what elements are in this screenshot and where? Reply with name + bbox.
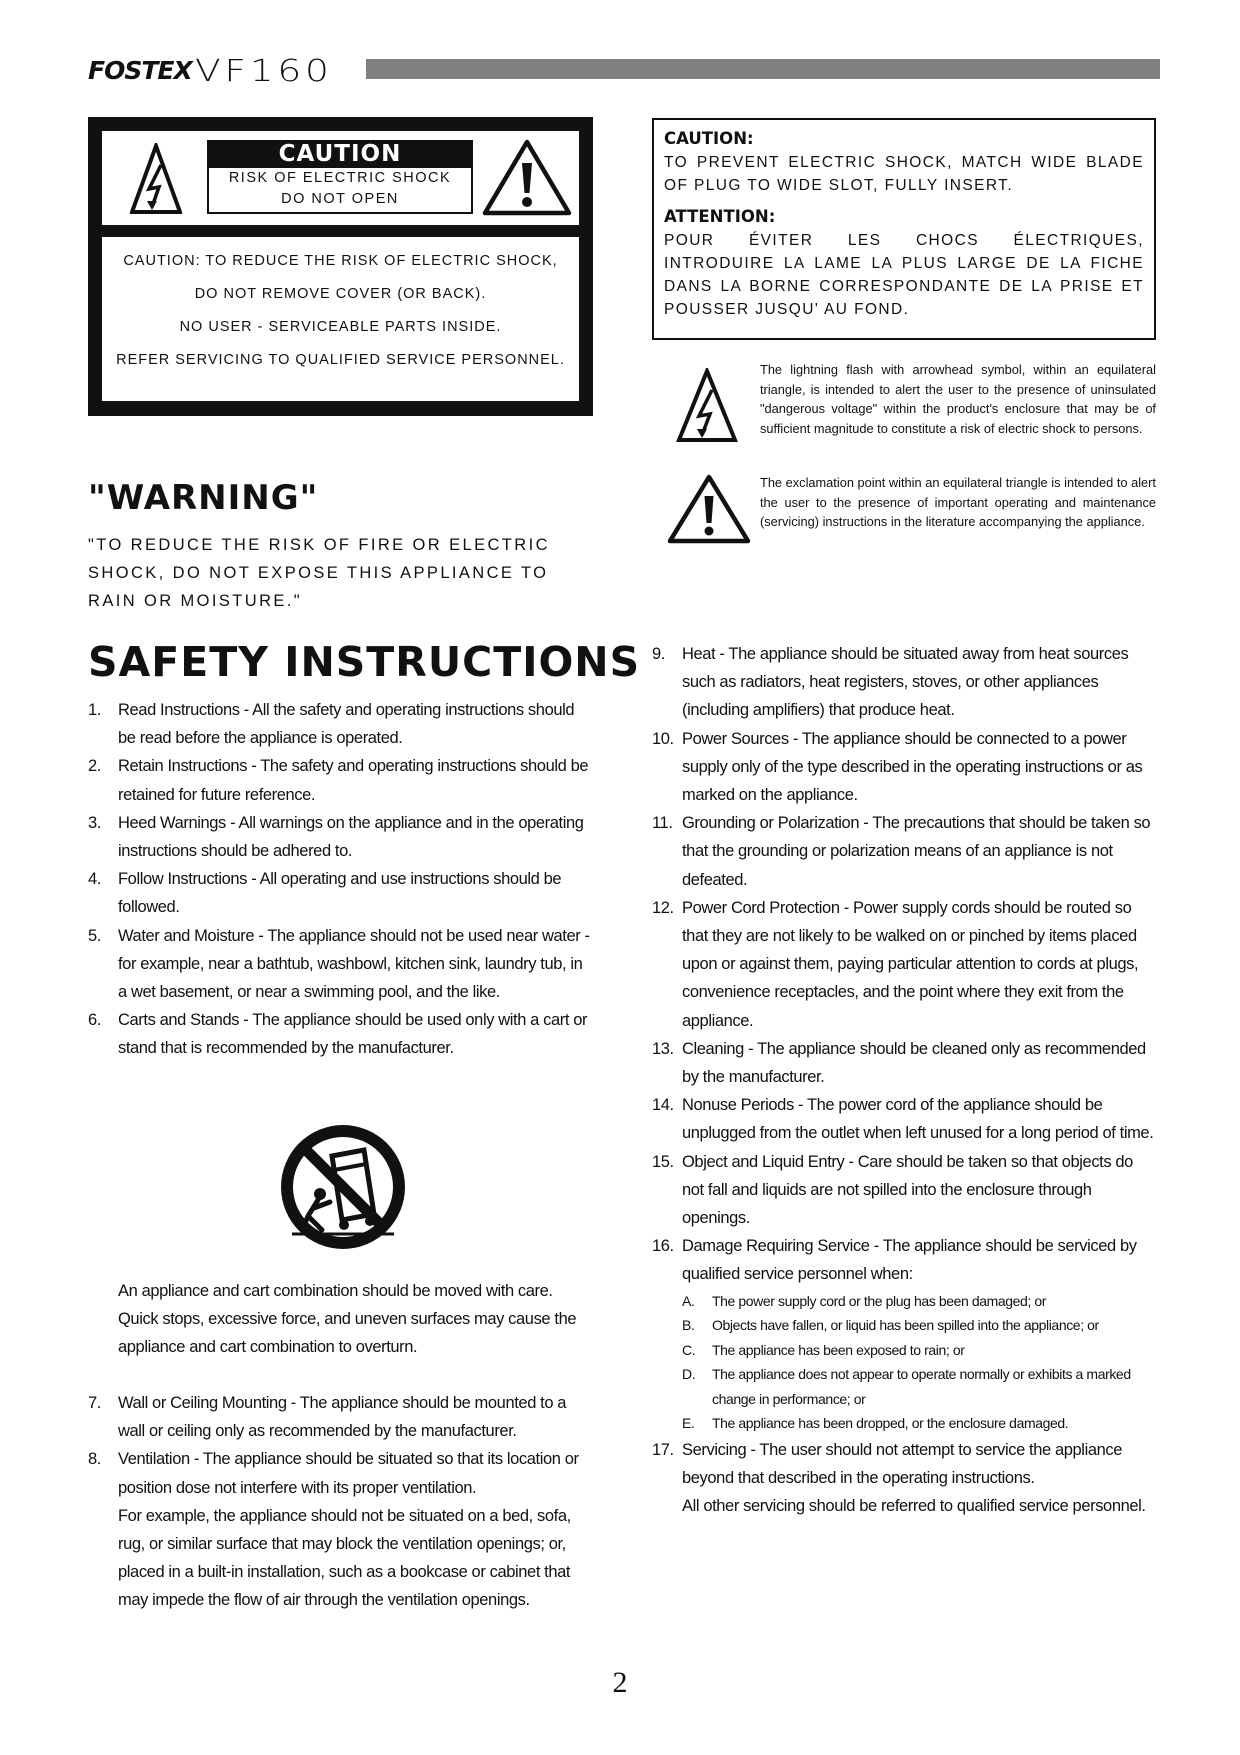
warning-text: "TO REDUCE THE RISK OF FIRE OR ELECTRIC SHOCK, DO NOT EXPOSE THIS APPLIANCE TO RAIN OR MOISTURE." — [88, 536, 550, 610]
caution-notice-line: REFER SERVICING TO QUALIFIED SERVICE PERSONNEL. — [116, 352, 565, 368]
list-item: 2. Retain Instructions - The safety and operating instructions should be retained for future reference. — [88, 757, 589, 804]
safety-list-right — [652, 640, 1158, 1520]
cart-note: An appliance and cart combination should be moved with care. Quick stops, excessive force, and uneven surfaces may cause the appliance and cart combination to overturn. — [118, 1282, 577, 1357]
list-item: 6. Carts and Stands - The appliance should be used only with a cart or stand that is recommended by the manufacturer. — [88, 1011, 588, 1058]
sub-item: B. Objects have fallen, or liquid has been spilled into the appliance; or — [682, 1317, 1099, 1334]
list-item: 5. Water and Moisture - The appliance should not be used near water - for example, near a bathtub, washbowl, kitchen sink, laundry tub, in a wet basement, or near a swimming pool, and the like. — [88, 926, 590, 1002]
safety-list-left — [88, 696, 594, 1063]
list-item: 14. Nonuse Periods - The power cord of the appliance should be unplugged from the outlet when left unused for a long period of time. — [652, 1096, 1154, 1143]
safety-list-left-cont — [88, 1389, 594, 1615]
exclamation-symbol-description: The exclamation point within an equilateral triangle is intended to alert the user to the presence of important operating and maintenance (servicing) instructions in the literature accompanying the appliance. — [760, 475, 1156, 529]
sub-item: C. The appliance has been exposed to rain; or — [682, 1341, 965, 1358]
list-item: 10. Power Sources - The appliance should be connected to a power supply only of the type described in the operating instructions or as marked on the appliance. — [652, 729, 1143, 805]
caution-sub-line-2: DO NOT OPEN — [281, 191, 399, 207]
list-item: 11. Grounding or Polarization - The precautions that should be taken so that the grounding or polarization means of an appliance is not defeated. — [652, 814, 1151, 889]
cart-tip-over-icon — [278, 1122, 408, 1252]
list-item: 15. Object and Liquid Entry - Care should be taken so that objects do not fall and liquids are not spilled into the enclosure through openings. — [652, 1152, 1133, 1228]
list-item: 12. Power Cord Protection - Power supply cords should be routed so that they are not likely to be walked on or pinched by items placed upon or against them, paying particular attention to cords at plugs, convenience receptacles, and the point where they exit from the appliance. — [652, 898, 1139, 1030]
list-item: 7. Wall or Ceiling Mounting - The appliance should be mounted to a wall or ceiling only as recommended by the manufacturer. — [88, 1394, 567, 1441]
plug-notice-box — [652, 118, 1156, 340]
page-number: 2 — [612, 1666, 628, 1699]
caution-sub-line-1: RISK OF ELECTRIC SHOCK — [228, 170, 452, 186]
list-item: 4. Follow Instructions - All operating and use instructions should be followed. — [88, 870, 562, 917]
plug-attention-heading: ATTENTION: — [664, 207, 776, 226]
caution-subtitle — [207, 168, 473, 214]
list-item: 13. Cleaning - The appliance should be cleaned only as recommended by the manufacturer. — [652, 1039, 1146, 1087]
caution-notice-line: CAUTION: TO REDUCE THE RISK OF ELECTRIC SHOCK, — [123, 253, 558, 269]
caution-notice — [102, 237, 579, 401]
item-extra-text: For example, the appliance should not be situated on a bed, sofa, rug, or similar surface that may block the ventilation openings; or, placed in a built-in installation, such as a bookcase or cabinet that may impede the flow of air through the ventilation openings. — [118, 1506, 571, 1610]
exclamation-triangle-icon — [666, 473, 752, 545]
caution-label-top — [102, 131, 579, 225]
sub-item: A. The power supply cord or the plug has been damaged; or — [682, 1292, 1047, 1309]
list-item: 8. Ventilation - The appliance should be situated so that its location or position dose not interfere with its proper ventilation. For example, the appliance should not be situated on a bed, sofa, rug, or similar surface that may block the ventilation openings; or, placed in a built-in installation, such as a bookcase or cabinet that may impede the flow of air through the ventilation openings. — [88, 1445, 594, 1614]
list-item: 9. Heat - The appliance should be situated away from heat sources such as radiators, heat registers, stoves, or other appliances (including amplifiers) that produce heat. — [652, 645, 1129, 720]
sub-item: D. The appliance does not appear to operate normally or exhibits a marked change in performance; or — [682, 1366, 1131, 1407]
warning-heading: "WARNING" — [88, 478, 319, 518]
caution-label — [88, 117, 593, 416]
model-name: VF160 — [195, 54, 333, 89]
brand-logo: FOSTEX — [88, 56, 192, 85]
list-item: 16. Damage Requiring Service - The appliance should be serviced by qualified service personnel when: A. The power supply cord or the plug has been damaged; or B. Objects have fallen, or liquid has been spilled into the appliance; or C. The appliance has been exposed to rain; or D. The appliance does not appear to operate normally or exhibits a marked change in performance; or E. The appliance has been dropped, or the enclosure damaged. — [652, 1232, 1158, 1435]
list-item: 1. Read Instructions - All the safety and operating instructions should be read before the appliance is operated. — [88, 701, 575, 748]
exclamation-triangle-icon — [481, 137, 573, 217]
list-item: 3. Heed Warnings - All warnings on the appliance and in the operating instructions should be adhered to. — [88, 813, 584, 861]
safety-heading: SAFETY INSTRUCTIONS — [88, 638, 641, 686]
item-extra-text: All other servicing should be referred to qualified service personnel. — [682, 1497, 1146, 1516]
caution-notice-line: DO NOT REMOVE COVER (OR BACK). — [194, 286, 487, 302]
list-item: 17. Servicing - The user should not attempt to service the appliance beyond that described in the operating instructions. All other servicing should be referred to qualified service personnel. — [652, 1436, 1158, 1521]
lightning-triangle-icon — [130, 143, 182, 215]
plug-attention-text: POUR ÉVITER LES CHOCS ÉLECTRIQUES, INTRODUIRE LA LAME LA PLUS LARGE DE LA FICHE DANS LA BORNE CORRESPONDANTE DE LA PRISE ET POUSSER JUSQU' AU FOND. — [664, 232, 1144, 318]
sub-item: E. The appliance has been dropped, or the enclosure damaged. — [682, 1415, 1069, 1432]
caution-notice-line: NO USER - SERVICEABLE PARTS INSIDE. — [179, 319, 502, 335]
lightning-symbol-description: The lightning flash with arrowhead symbol, within an equilateral triangle, is intended to alert the user to the presence of uninsulated "dangerous voltage" within the product's enclosure that may be of sufficient magnitude to constitute a risk of electric shock to persons. — [760, 362, 1156, 436]
header-bar — [366, 59, 1160, 79]
plug-caution-text: TO PREVENT ELECTRIC SHOCK, MATCH WIDE BLADE OF PLUG TO WIDE SLOT, FULLY INSERT. — [664, 154, 1144, 194]
lightning-triangle-icon — [676, 368, 738, 444]
plug-caution-heading: CAUTION: — [664, 129, 754, 148]
caution-title: CAUTION — [207, 140, 473, 168]
